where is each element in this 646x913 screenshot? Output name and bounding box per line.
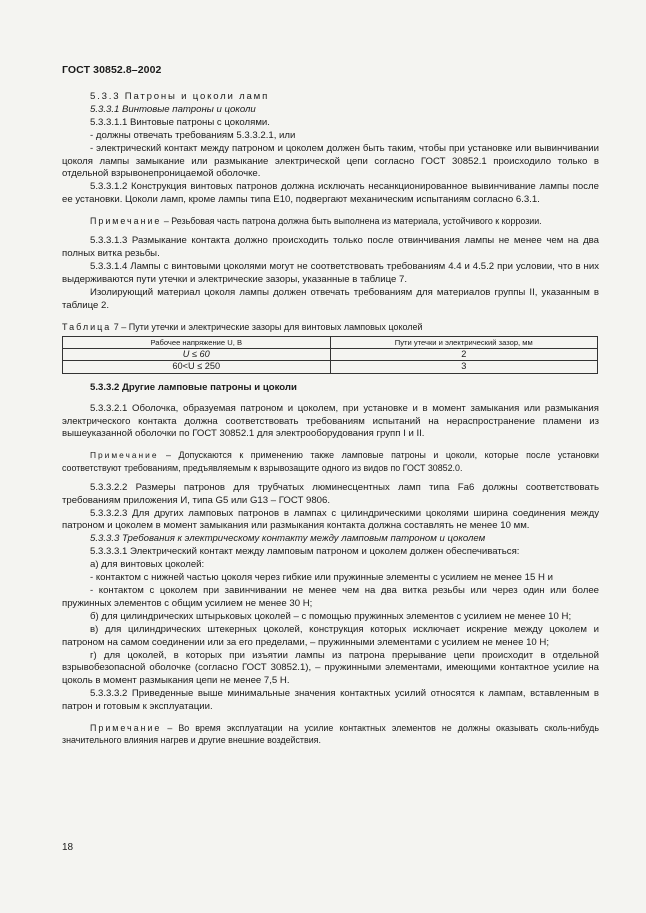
list-item: б) для цилиндрических штырьковых цоколей – с помощью пружинных элементов с усилием не менее 10 Н; <box>90 610 572 622</box>
document-body <box>62 91 599 746</box>
paragraph: 5.3.3.1.1 Винтовые патроны с цоколями. <box>90 116 270 128</box>
table-row <box>63 348 598 361</box>
table-header-clearance: Пути утечки и электрический зазор, мм <box>330 336 598 348</box>
paragraph: 5.3.3.2.1 Оболочка, образуемая патроном и цоколем, при установке и в момент замыкания или размыкания электрического контакта должна соответствовать требованиям испытаний на нераспространение пламени из вышеуказанной оболочки по ГОСТ 30852.1 для электрооборудования групп I и II. <box>62 402 599 440</box>
note <box>62 449 599 473</box>
note-text: – Допускаются к применению также ламповые патроны и цоколи, которые после установки соответствуют требованиям, предъявляемым к взрывозащите одного из видов по ГОСТ 30852.0. <box>62 450 599 473</box>
paragraph: - должны отвечать требованиям 5.3.3.2.1, или <box>90 129 296 141</box>
table-cell: 60<U ≤ 250 <box>63 361 331 374</box>
table-caption-text: 7 – Пути утечки и электрические зазоры для винтовых ламповых цоколей <box>111 321 423 332</box>
note-label: Примечание <box>90 450 159 461</box>
note <box>62 215 599 227</box>
note-label: Примечание <box>90 216 162 227</box>
paragraph: 5.3.3.1.4 Лампы с винтовыми цоколями могут не соответствовать требованиям 4.4 и 4.5.2 при условии, что в них выдерживаются пути утечки и электрические зазоры, указанные в таблице 7. <box>62 261 599 286</box>
page-number: 18 <box>62 842 74 853</box>
paragraph: - электрический контакт между патроном и цоколем должен быть таким, чтобы при установке или вывинчивании цоколя лампы замыкание или размыкание электрической цепи согласно ГОСТ 30852.1 происходило только в отдельной взрывонепроницаемой оболочке. <box>62 142 599 180</box>
paragraph: Изолирующий материал цоколя лампы должен отвечать требованиям для материалов группы II, указанным в таблице 2. <box>62 286 599 311</box>
subsection-heading: 5.3.3.1 Винтовые патроны и цоколи <box>90 103 256 115</box>
table-header-row <box>63 336 598 348</box>
paragraph: 5.3.3.3.2 Приведенные выше минимальные значения контактных усилий относятся к лампам, вставленным в патрон и готовым к эксплуатации. <box>62 688 599 713</box>
page-header-title: ГОСТ 30852.8–2002 <box>62 64 162 76</box>
list-item: - контактом с цоколем при завинчивании не менее чем на два витка резьбы или через один или более пружинных элементов с общим усилием не менее 30 Н; <box>62 584 599 609</box>
table-header-voltage: Рабочее напряжение U, В <box>63 336 331 348</box>
list-item: - контактом с нижней частью цоколя через гибкие или пружинные элементы с усилием не менее 15 Н и <box>90 572 553 584</box>
table-cell: 2 <box>330 348 598 361</box>
table-cell: U ≤ 60 <box>63 348 331 361</box>
note <box>62 722 599 746</box>
table-cell: 3 <box>330 361 598 374</box>
table-7 <box>62 336 598 374</box>
note-text: – Резьбовая часть патрона должна быть выполнена из материала, устойчивого к коррозии. <box>161 216 542 227</box>
note-label: Примечание <box>90 723 162 734</box>
list-item: а) для винтовых цоколей: <box>90 559 205 571</box>
list-item: в) для цилиндрических штекерных цоколей, конструкция которых исключает искрение между цоколем и патроном на самом соединении или за его пределами, – пружинными элементами с усилием не менее 10 Н; <box>62 623 599 648</box>
subsection-heading: 5.3.3.3 Требования к электрическому контакту между ламповым патроном и цоколем <box>90 533 486 545</box>
note-text: – Во время эксплуатации на усилие контактных элементов не должны оказывать сколь-нибудь значительного влияния нагрев и другие внешние воздействия. <box>62 723 599 746</box>
paragraph: 5.3.3.2.2 Размеры патронов для трубчатых люминесцентных ламп типа Fa6 должны соответствовать требованиям приложения И, типа G5 или G13 – ГОСТ 9806. <box>62 481 599 506</box>
table-row <box>63 361 598 374</box>
table-caption <box>62 321 599 334</box>
paragraph: 5.3.3.1.3 Размыкание контакта должно происходить только после отвинчивания лампы не менее чем на два полных витка резьбы. <box>62 235 599 260</box>
subsection-heading: 5.3.3.2 Другие ламповые патроны и цоколи <box>90 381 297 393</box>
section-heading: 5.3.3 Патроны и цоколи ламп <box>90 91 270 102</box>
paragraph: 5.3.3.3.1 Электрический контакт между ламповым патроном и цоколем должен обеспечиваться: <box>90 546 520 558</box>
paragraph: 5.3.3.2.3 Для других ламповых патронов в лампах с цилиндрическими цоколями ширина соединения между патроном и цоколем в момент замыкания или размыкания контакта должна составлять не менее 10 мм. <box>62 507 599 532</box>
paragraph: 5.3.3.1.2 Конструкция винтовых патронов должна исключать несанкционированное вывинчивание лампы после ее установки. Цоколи ламп, кроме лампы типа Е10, подвергают механическим испытаниям согласно 6.3.1. <box>62 181 599 206</box>
list-item: г) для цоколей, в которых при изъятии лампы из патрона прерывание цепи происходит в отдельной взрывобезопасной оболочке (согласно ГОСТ 30852.1), – пружинными элементами, имеющими контактное усилие на цоколь в момент размыкания цепи не менее 7,5 Н. <box>62 649 599 687</box>
table-caption-label: Таблица <box>62 321 112 332</box>
